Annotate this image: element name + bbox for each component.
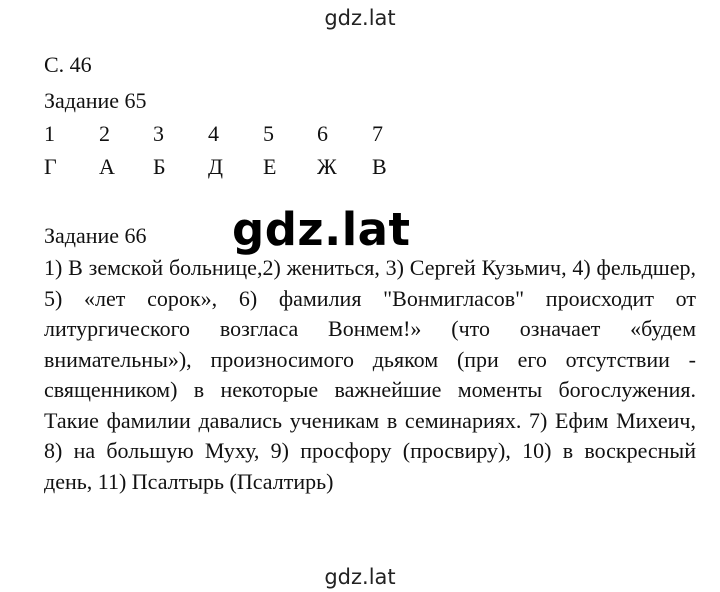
answer-number: 3: [153, 121, 164, 146]
answer-letter: Е: [263, 154, 277, 179]
answer-letter: Б: [153, 154, 166, 179]
task-65-title: Задание 65: [44, 88, 147, 113]
watermark-middle: gdz.lat: [232, 203, 411, 256]
watermark-top: gdz.lat: [324, 6, 396, 30]
watermark-bottom: gdz.lat: [324, 565, 396, 589]
answer-number: 4: [208, 121, 219, 146]
answer-number: 2: [99, 121, 110, 146]
task-66-title: Задание 66: [44, 223, 147, 248]
answer-number: 1: [44, 121, 55, 146]
answer-letter: А: [99, 154, 115, 179]
page-reference: С. 46: [44, 52, 92, 77]
answer-number: 6: [317, 121, 328, 146]
task-66-answer: 1) В земской больнице,2) жениться, 3) Сергей Кузьмич, 4) фельдшер, 5) «лет сорок», 6) фамилия "Вонмигласов" происходит от литургического возгласа Вонмем!» (что означает «будем внимательны»), произносимого дьяком (при его отсутствии - священником) в некоторые важнейшие моменты богослужения. Такие фамилии давались ученикам в семинариях. 7) Ефим Михеич, 8) на большую Муху, 9) просфору (просвиру), 10) в воскресный день, 11) Псалтырь (Псалтирь): [44, 255, 696, 494]
answer-letter: В: [372, 154, 387, 179]
answer-letter: Ж: [317, 154, 337, 179]
answer-number: 5: [263, 121, 274, 146]
answer-letter: Д: [208, 154, 224, 179]
answer-letter: Г: [44, 154, 57, 179]
answer-number: 7: [372, 121, 383, 146]
